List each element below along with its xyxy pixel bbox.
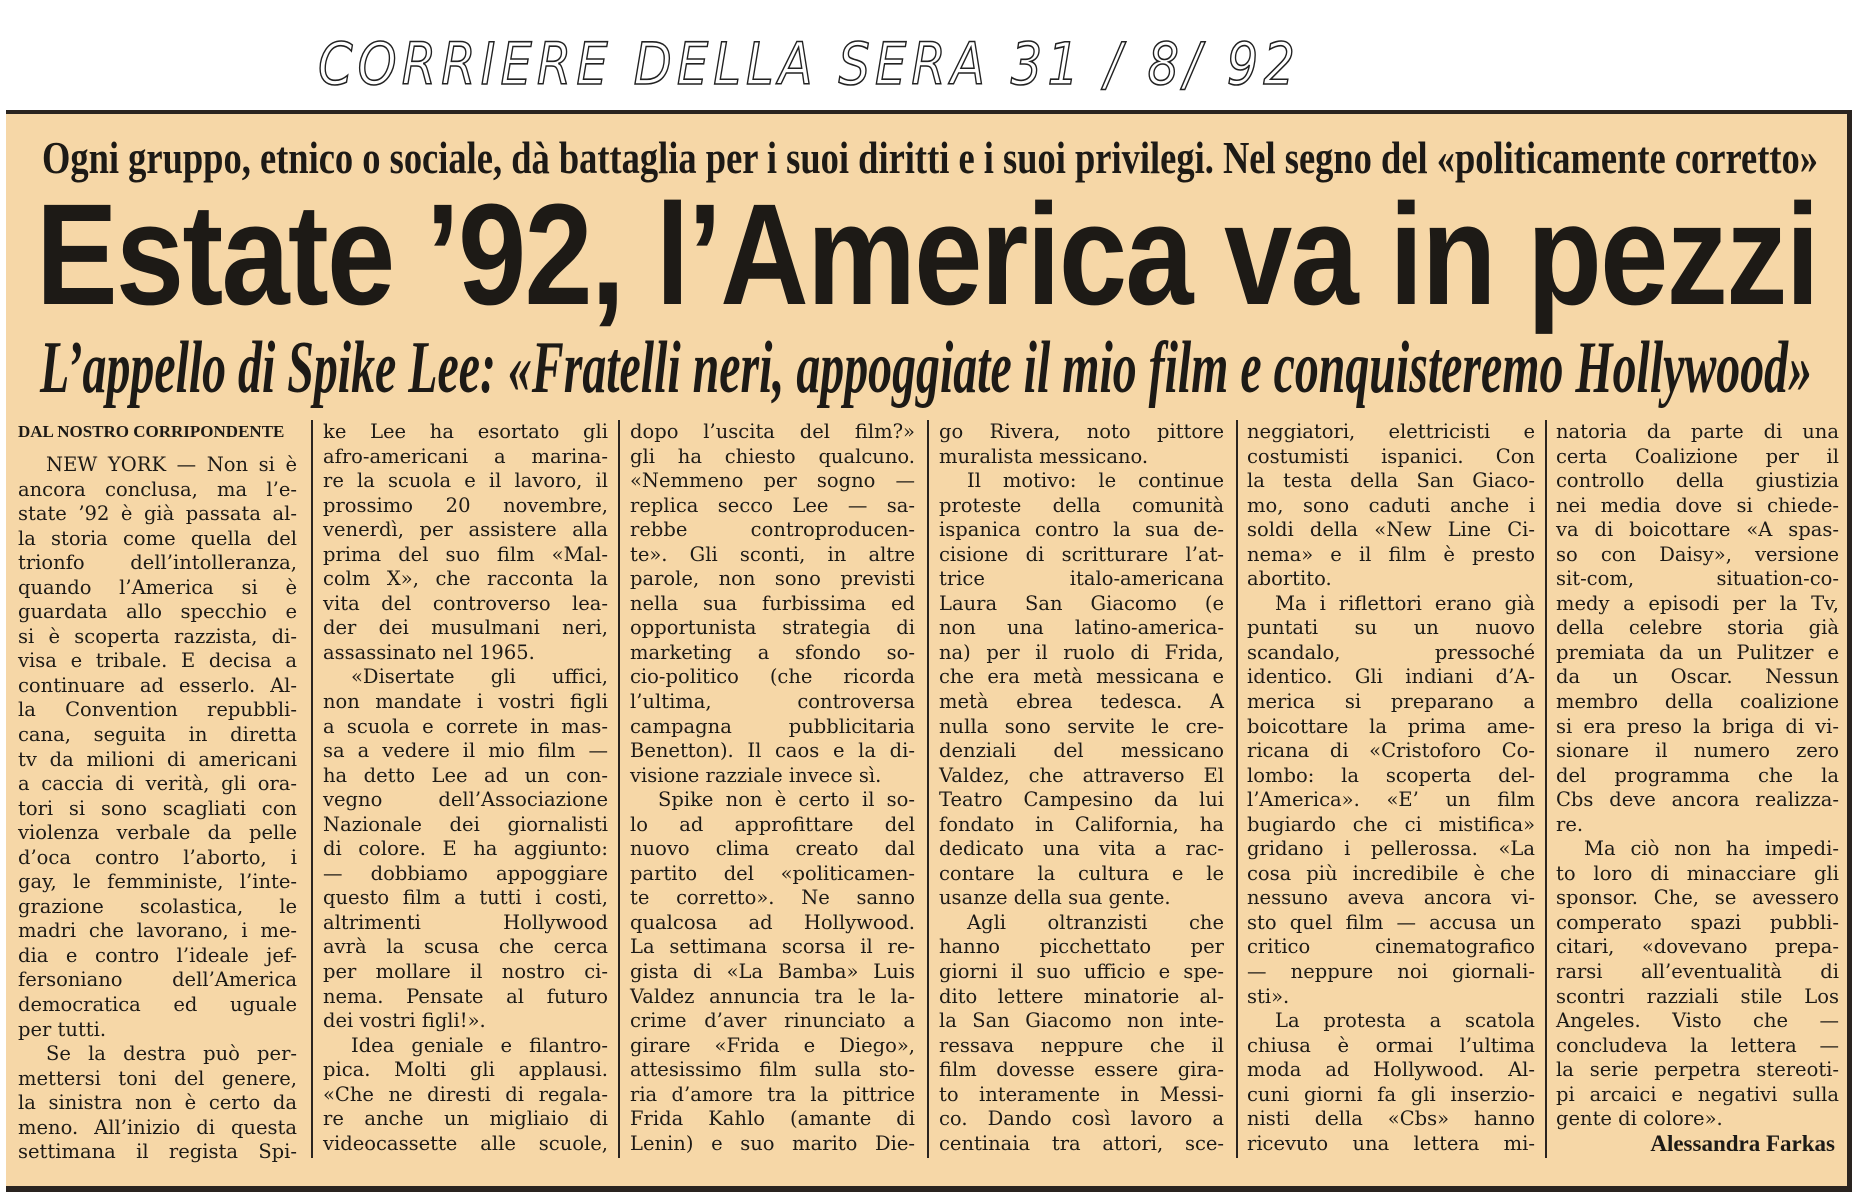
text-line: ressava neppure che il [939, 1033, 1224, 1057]
text-line: attesissimo film sulla sto- [630, 1058, 915, 1082]
text-line: della celebre storia già [1556, 616, 1839, 640]
text-line: Nazionale dei giornalisti [323, 812, 608, 836]
text-line: ricevuto una lettera mi- [1247, 1131, 1535, 1155]
text-line: premiata da un Pulitzer e [1556, 640, 1839, 664]
text-line: Benetton). Il caos e la di- [630, 739, 915, 763]
text-line: scontri razziali stile Los [1556, 984, 1839, 1008]
text-line: re. [1556, 812, 1584, 836]
text-line: trice italo-americana [939, 567, 1224, 591]
text-line: cana, seguita in diretta [18, 723, 297, 747]
text-line: tv da milioni di americani [18, 747, 297, 771]
text-line: Spike non è certo il so- [658, 788, 915, 812]
text-line: puntati su un nuovo [1247, 616, 1535, 640]
text-line: Cbs deve ancora realizza- [1556, 788, 1839, 812]
text-line: sti». [1247, 984, 1290, 1008]
text-line: nema» e il film è presto [1247, 542, 1535, 566]
text-line: lo ad approfittare del [630, 812, 915, 836]
text-line: Laura San Giacomo (e [939, 591, 1224, 615]
text-line: nella sua furbissima ed [630, 591, 915, 615]
text-line: nulla sono servite le cre- [939, 714, 1224, 738]
text-line: medy a episodi per la Tv, [1556, 591, 1839, 615]
text-line: — dobbiamo appoggiare [323, 861, 608, 885]
text-line: rarsi all’eventualità di [1556, 960, 1839, 984]
text-line: soldi della «New Line Ci- [1247, 518, 1535, 542]
text-line: la sinistra non è certo da [18, 1091, 297, 1115]
article-column [1247, 420, 1535, 1156]
text-line: na) per il ruolo di Frida, [939, 640, 1224, 664]
text-line: ha detto Lee ad un con- [323, 763, 608, 787]
text-line: nisti della «Cbs» hanno [1247, 1107, 1535, 1131]
text-line: assassinato nel 1965. [323, 640, 535, 664]
text-line: controllo della giustizia [1556, 469, 1839, 493]
text-line: ancora conclusa, ma l’e- [18, 477, 297, 501]
text-line: ispanica contro la sua de- [939, 518, 1224, 542]
article-column [18, 420, 297, 1165]
text-line: nei media dove si chiede- [1556, 493, 1839, 517]
text-line: te». Gli sconti, in altre [630, 542, 915, 566]
text-line: merica si preparano a [1247, 690, 1535, 714]
text-line: La protesta a scatola [1275, 1009, 1535, 1033]
text-line: muralista messicano. [939, 444, 1149, 468]
text-line: meno. All’inizio di questa [18, 1115, 297, 1139]
text-line: membro della coalizione [1556, 690, 1839, 714]
text-line: pi arcaici e negativi sulla [1556, 1082, 1839, 1106]
text-line: state ’92 è già passata al- [18, 502, 297, 526]
text-line: marketing a sfondo so- [630, 640, 915, 664]
text-line: «Nemmeno per sogno — [630, 469, 915, 493]
article-kicker: Ogni gruppo, etnico o sociale, dà battaglia per i suoi diritti e i suoi privilegi. Nel segno del «politicamente corretto» [42, 132, 1818, 183]
article-subheadline: L’appello di Spike Lee: «Fratelli neri, appoggiate il mio film e conquisteremo Hollywood» [40, 327, 1813, 409]
text-line: dito lettere minatorie al- [939, 984, 1224, 1008]
text-line: Ma i riflettori erano già [1275, 591, 1535, 615]
text-line: gente di colore». [1556, 1107, 1723, 1131]
text-line: del programma che la [1556, 763, 1839, 787]
column-rule [1236, 420, 1238, 1158]
text-line: d’oca contro l’aborto, i [18, 845, 297, 869]
column-rule [927, 420, 929, 1158]
text-line: l’ultima, controversa [630, 690, 915, 714]
text-line: nema. Pensate al futuro [323, 984, 608, 1008]
text-line: abortito. [1247, 567, 1332, 591]
article-column [1556, 420, 1839, 1156]
text-line: Lenin) e suo marito Die- [630, 1131, 915, 1155]
article-headline: Estate ’92, l’America va in pezzi [36, 174, 1818, 335]
text-line: democratica ed uguale [18, 993, 297, 1017]
text-line: Ma ciò non ha impedi- [1584, 837, 1839, 861]
text-line: prima del suo film «Mal- [323, 542, 608, 566]
text-line: la storia come quella del [18, 526, 297, 550]
text-line: boicottare la prima ame- [1247, 714, 1535, 738]
text-line: concludeva la lettera — [1556, 1033, 1839, 1057]
text-line: visione razziale invece sì. [630, 763, 882, 787]
text-line: tori si sono scagliati con [18, 796, 297, 820]
text-line: nuovo clima creato dal [630, 837, 915, 861]
text-line: Teatro Campesino da lui [939, 788, 1224, 812]
text-line: a caccia di verità, gli ora- [18, 772, 297, 796]
text-line: Se la destra può per- [46, 1042, 297, 1066]
text-line: re la scuola e il lavoro, il [323, 469, 608, 493]
text-line: vita del controverso lea- [323, 591, 608, 615]
text-line: Agli oltranzisti che [967, 910, 1224, 934]
text-line: dedicato una vita a rac- [939, 837, 1224, 861]
text-line: ricana di «Cristoforo Co- [1247, 739, 1535, 763]
text-line: pica. Molti gli applausi. [323, 1058, 608, 1082]
text-line: la testa della San Giaco- [1247, 469, 1535, 493]
text-line: colm X», che racconta la [323, 567, 608, 591]
text-line: so con Daisy», versione [1556, 542, 1839, 566]
text-line: scandalo, pressoché [1247, 640, 1535, 664]
text-line: altrimenti Hollywood [323, 910, 608, 934]
text-line: film dovesse essere gira- [939, 1058, 1224, 1082]
text-line: nessuno aveva ancora vi- [1247, 886, 1535, 910]
text-line: gista di «La Bamba» Luis [630, 960, 915, 984]
text-line: Il motivo: le continue [967, 469, 1224, 493]
text-line: identico. Gli indiani d’A- [1247, 665, 1535, 689]
text-line: moda ad Hollywood. Al- [1247, 1058, 1535, 1082]
text-line: ke Lee ha esortato gli [323, 420, 608, 443]
text-line: sa a vedere il mio film — [323, 739, 608, 763]
text-line: «Che ne diresti di regala- [323, 1082, 608, 1106]
text-line: gay, le femministe, l’inte- [18, 870, 297, 894]
text-line: Frida Kahlo (amante di [630, 1107, 915, 1131]
text-line: Angeles. Visto che — [1556, 1009, 1839, 1033]
text-line: grazione scolastica, le [18, 894, 297, 918]
article-column [630, 420, 915, 1156]
text-line: la Convention repubbli- [18, 698, 297, 722]
text-line: denziali del messicano [939, 739, 1224, 763]
text-line: quando l’America si è [18, 575, 297, 599]
text-line: contare la cultura e le [939, 861, 1224, 885]
article-column [323, 420, 608, 1156]
text-line: sto quel film — accusa un [1247, 910, 1535, 934]
text-line: mettersi toni del genere, [18, 1066, 297, 1090]
text-line: re anche un migliaio di [323, 1107, 608, 1131]
text-line: cio-politico (che ricorda [630, 665, 915, 689]
text-line: la serie perpetra stereoti- [1556, 1058, 1839, 1082]
text-line: Valdez, che attraverso El [939, 763, 1224, 787]
text-line: costumisti ispanici. Con [1247, 444, 1535, 468]
text-line: avrà la scusa che cerca [323, 935, 608, 959]
text-line: venerdì, per assistere alla [323, 518, 608, 542]
text-line: non una latino-america- [939, 616, 1224, 640]
text-line: si è scoperta razzista, di- [18, 624, 297, 648]
text-line: prossimo 20 novembre, [323, 493, 608, 517]
text-line: dei vostri figli!». [323, 1009, 486, 1033]
text-line: afro-americani a marina- [323, 444, 608, 468]
text-line: parole, non sono previsti [630, 567, 915, 591]
text-line: dopo l’uscita del film?» [630, 420, 915, 443]
text-line: violenza verbale da pelle [18, 821, 297, 845]
text-line: per mollare il nostro ci- [323, 960, 608, 984]
text-line: sit-com, situation-co- [1556, 567, 1839, 591]
text-line: ria d’amore tra la pittrice [630, 1082, 915, 1106]
text-line: proteste della comunità [939, 493, 1224, 517]
handwritten-source-annotation: CORRIERE DELLA SERA 31 / 8/ 92 [318, 30, 1300, 98]
text-line: videocassette alle scuole, [323, 1131, 608, 1155]
text-line: dia e contro l’ideale jef- [18, 943, 297, 967]
text-line: mo, sono caduti anche i [1247, 493, 1535, 517]
text-line: girare «Frida e Diego», [630, 1033, 915, 1057]
text-line: bugiardo che ci mistifica» [1247, 812, 1535, 836]
text-line: go Rivera, noto pittore [939, 420, 1224, 443]
text-line: hanno picchettato per [939, 935, 1224, 959]
text-line: cuni giorni fa gli inserzio- [1247, 1082, 1535, 1106]
text-line: sionare il numero zero [1556, 739, 1839, 763]
text-line: La settimana scorsa il re- [630, 935, 915, 959]
text-line: trionfo dell’intolleranza, [18, 551, 297, 575]
text-line: «Disertate gli uffici, [351, 665, 608, 689]
text-line: co. Dando così lavoro a [939, 1107, 1224, 1131]
text-line: questo film a tutti i costi, [323, 886, 608, 910]
text-line: te corretto». Ne sanno [630, 886, 915, 910]
text-line: cisione di scritturare l’at- [939, 542, 1224, 566]
text-line: guardata allo specchio e [18, 600, 297, 624]
text-line: crime d’aver rinunciato a [630, 1009, 915, 1033]
text-line: va di boicottare «A spas- [1556, 518, 1839, 542]
text-line: continuare ad esserlo. Al- [18, 673, 297, 697]
text-line: rebbe controproducen- [630, 518, 915, 542]
text-line: da un Oscar. Nessun [1556, 665, 1839, 689]
text-line: fondato in California, ha [939, 812, 1224, 836]
author-byline: Alessandra Farkas [1650, 1130, 1835, 1156]
text-line: gli ha chiesto qualcuno. [630, 444, 915, 468]
text-line: der dei musulmani neri, [323, 616, 608, 640]
text-line: metà ebrea tedesca. A [939, 690, 1224, 714]
text-line: opportunista strategia di [630, 616, 915, 640]
text-line: la San Giacomo non inte- [939, 1009, 1224, 1033]
column-rule [311, 420, 313, 1158]
text-line: Idea geniale e filantro- [351, 1033, 608, 1057]
text-line: citari, «dovevano prepa- [1556, 935, 1839, 959]
text-line: visa e tribale. E decisa a [18, 649, 297, 673]
text-line: Valdez annuncia tra le la- [630, 984, 915, 1008]
text-line: gridano i pellerossa. «La [1247, 837, 1535, 861]
text-line: to interamente in Messi- [939, 1082, 1224, 1106]
text-line: neggiatori, elettricisti e [1247, 420, 1535, 443]
text-line: certa Coalizione per il [1556, 444, 1839, 468]
text-line: settimana il regista Spi- [18, 1140, 297, 1164]
text-line: madri che lavorano, i me- [18, 919, 297, 943]
text-line: di colore. E ha aggiunto: [323, 837, 608, 861]
text-line: non mandate i vostri figli [323, 690, 608, 714]
column-rule [618, 420, 620, 1158]
text-line: centinaia tra attori, sce- [939, 1131, 1224, 1155]
text-line: si era preso la briga di vi- [1556, 714, 1839, 738]
text-line: sponsor. Che, se avessero [1556, 886, 1839, 910]
dateline-label: DAL NOSTRO CORRIPONDENTE [18, 422, 285, 441]
text-line: per tutti. [18, 1017, 107, 1041]
text-line: l’America». «E’ un film [1247, 788, 1535, 812]
text-line: cosa più incredibile è che [1247, 861, 1535, 885]
text-line: giorni il suo ufficio e spe- [939, 960, 1224, 984]
text-line: chiusa è ormai l’ultima [1247, 1033, 1535, 1057]
text-line: fersoniano dell’America [18, 968, 297, 992]
text-line: natoria da parte di una [1556, 420, 1839, 443]
text-line: qualcosa ad Hollywood. [630, 910, 915, 934]
text-line: to loro di minacciare gli [1556, 861, 1839, 885]
text-line: critico cinematografico [1247, 935, 1535, 959]
text-line: replica secco Lee — sa- [630, 493, 915, 517]
text-line: campagna pubblicitaria [630, 714, 915, 738]
text-line: lombo: la scoperta del- [1247, 763, 1535, 787]
text-line: NEW YORK — Non si è [46, 453, 297, 476]
article-column [939, 420, 1224, 1156]
text-line: — neppure noi giornali- [1247, 960, 1535, 984]
column-rule [1545, 420, 1547, 1158]
text-line: che era metà messicana e [939, 665, 1224, 689]
text-line: partito del «politicamen- [630, 861, 915, 885]
text-line: comperato spazi pubbli- [1556, 910, 1839, 934]
text-line: usanze della sua gente. [939, 886, 1171, 910]
text-line: a scuola e correte in mas- [323, 714, 608, 738]
text-line: vegno dell’Associazione [323, 788, 608, 812]
